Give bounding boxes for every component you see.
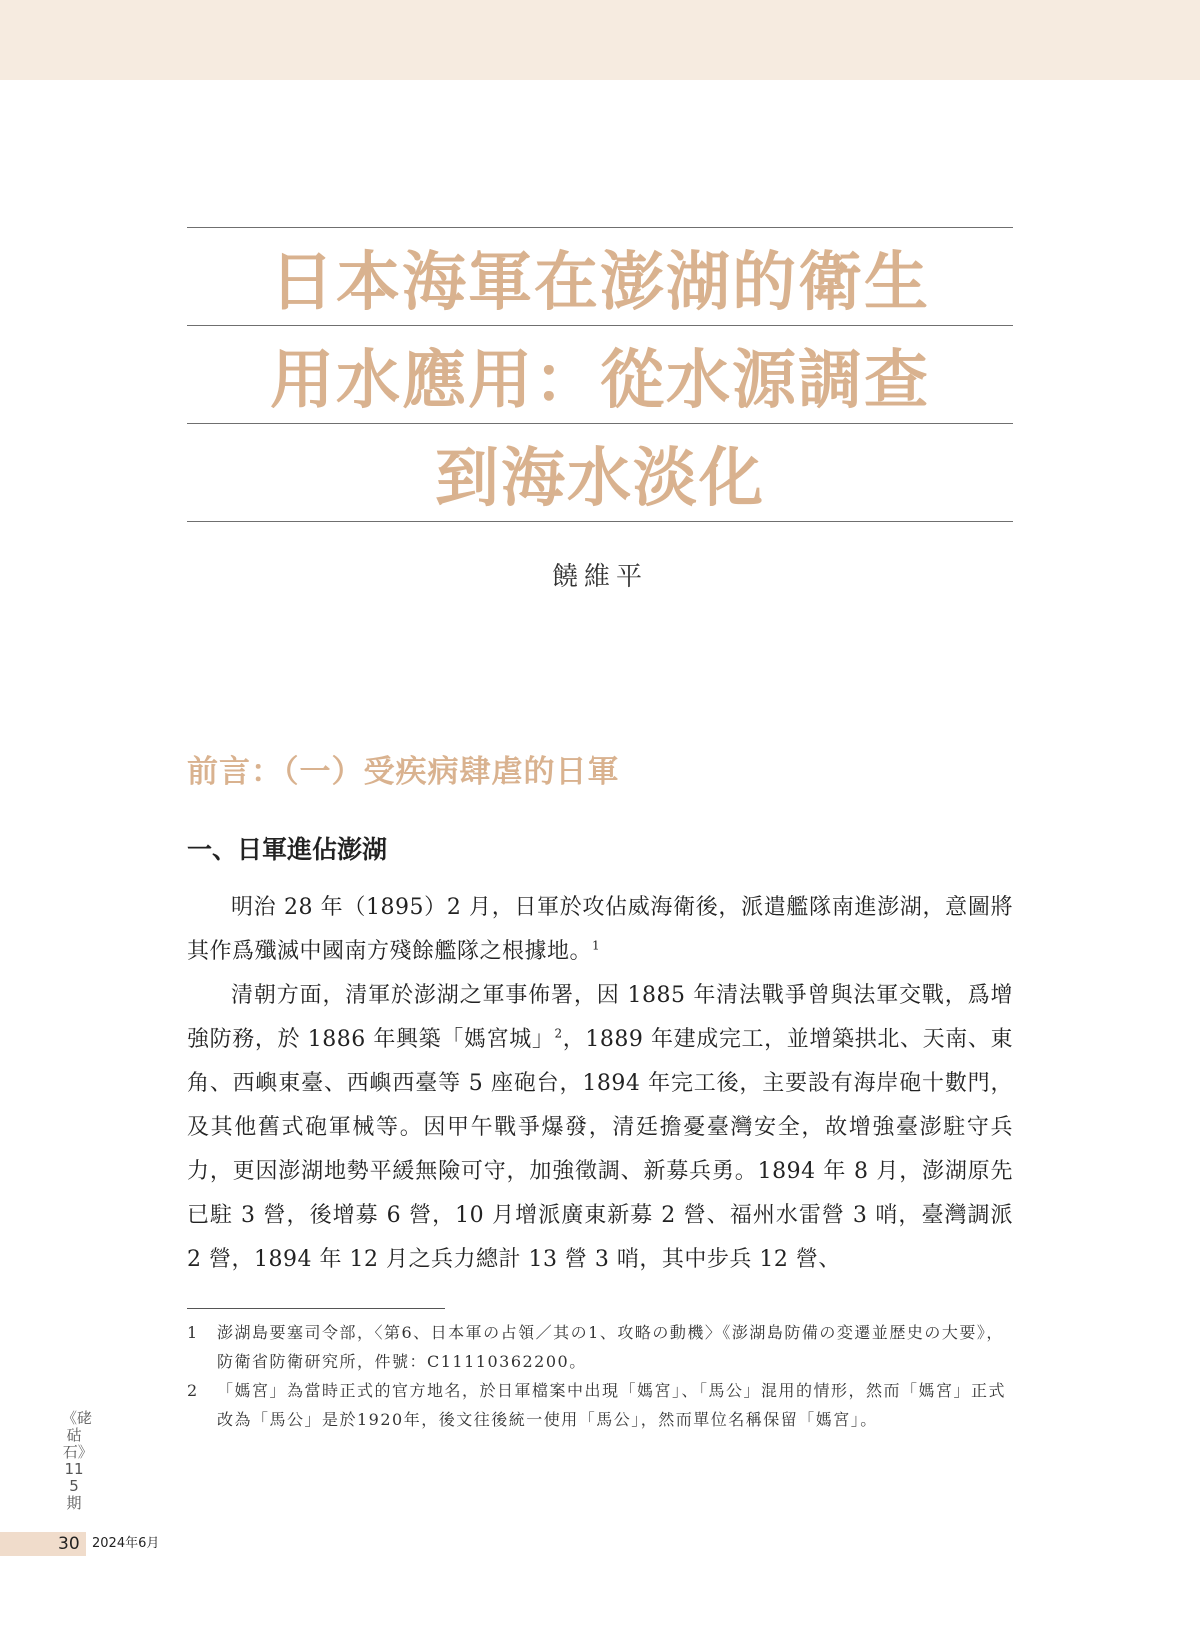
footnote-item	[187, 1318, 1013, 1376]
footnote-divider	[187, 1308, 445, 1309]
section-title: 前言：（一）受疾病肆虐的日軍	[187, 754, 620, 790]
title-line-2: 用水應用：從水源調查	[270, 343, 930, 418]
journal-name-vertical: 《硓𥑮石》115期	[62, 1409, 93, 1512]
paragraph-text: 明治 28 年（1895）2 月，日軍於攻佔威海衛後，派遣艦隊南進澎湖，意圖將其作爲殲滅中國南方殘餘艦隊之根據地。	[187, 895, 1013, 964]
paragraph-text: ，1889 年建成完工，並增築拱北、天南、東角、西嶼東臺、西嶼西臺等 5 座砲台，1894 年完工後，主要設有海岸砲十數門，及其他舊式砲軍械等。因甲午戰爭爆發，清廷擔憂臺灣安全，故增強臺澎駐守兵力，更因澎湖地勢平緩無險可守，加強徵調、新募兵勇。1894 年 8 月，澎湖原先已駐 3 營，後增募 6 營，10 月增派廣東新募 2 營、福州水雷營 3 哨，臺灣調派 2 營，1894 年 12 月之兵力總計 13 營 3 哨，其中步兵 12 營、	[187, 1027, 1014, 1272]
footnote-text: 「媽宮」為當時正式的官方地名，於日軍檔案中出現「媽宮」、「馬公」混用的情形，然而「媽宮」正式改為「馬公」是於1920年，後文往後統一使用「馬公」，然而單位名稱保留「媽宮」。	[217, 1381, 1007, 1429]
title-rule	[187, 521, 1013, 522]
footnote-number: 1	[187, 1323, 199, 1342]
body-text	[187, 886, 1013, 1282]
paragraph-text: 清朝方面，清軍於澎湖之軍事佈署，因 1885 年清法戰爭曾與法軍交戰，爲增強防務，於 1886 年興築「媽宮城」	[187, 983, 1013, 1052]
paragraph-1	[187, 886, 1013, 974]
title-line-3: 到海水淡化	[435, 441, 765, 516]
footnote-item	[187, 1376, 1013, 1434]
title-line-1: 日本海軍在澎湖的衛生	[270, 245, 930, 320]
header-band	[0, 0, 1200, 80]
footnote-text: 澎湖島要塞司令部，〈第6、日本軍の占領／其の1、攻略の動機〉《澎湖島防備の変遷並歴史の大要》，防衛省防衛研究所，件號：C11110362200。	[217, 1323, 1004, 1371]
footnote-number: 2	[187, 1381, 199, 1400]
page-number: 30	[58, 1534, 80, 1554]
footnotes	[187, 1318, 1013, 1434]
footnote-ref-2[interactable]: 2	[554, 1026, 563, 1041]
article-title	[187, 227, 1013, 522]
author-name: 饒維平	[551, 562, 648, 592]
issue-date: 2024年6月	[92, 1536, 160, 1551]
paragraph-2	[187, 974, 1013, 1282]
subsection-title: 一、日軍進佔澎湖	[187, 835, 388, 864]
footnote-ref-1[interactable]: 1	[592, 938, 601, 953]
